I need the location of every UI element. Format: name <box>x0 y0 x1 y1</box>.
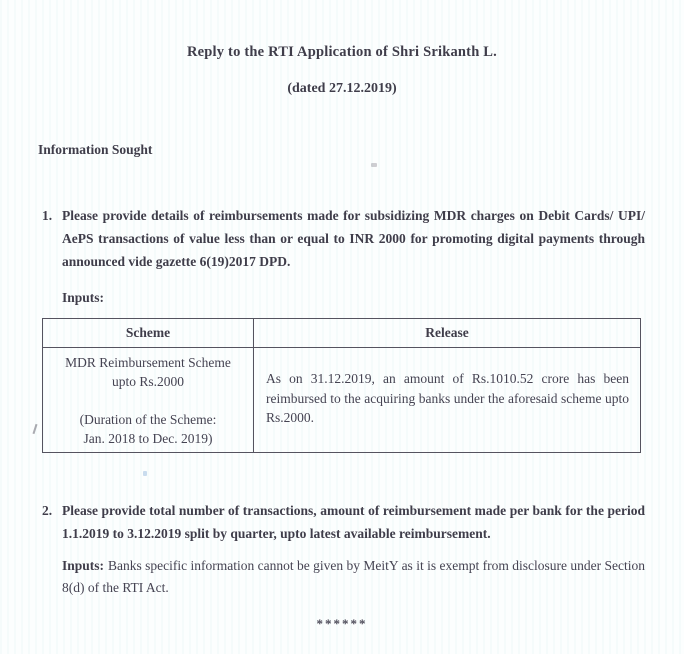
item-1-inputs-label: Inputs: <box>62 290 105 305</box>
scan-speck <box>143 471 147 476</box>
table-row <box>43 348 641 453</box>
table-header-row <box>43 319 641 348</box>
item-2-inputs-paragraph <box>62 555 645 599</box>
document-date: (dated 27.12.2019) <box>287 81 397 96</box>
item-1-text: Please provide details of reimbursements made for subsidizing MDR charges on Debit Cards/ UPI/ AePS transactions of value less than or equal to INR 2000 for promoting digital payments through announced vide gazette 6(19)2017 DPD. <box>62 208 645 269</box>
table-header-release: Release <box>254 319 641 348</box>
table-cell-scheme <box>43 348 254 453</box>
question-item-1 <box>42 204 645 273</box>
scheme-line-2: upto Rs.2000 <box>111 374 184 389</box>
item-2-inputs-text: Banks specific information cannot be given by MeitY as it is exempt from disclosure under Section 8(d) of the RTI Act. <box>62 558 645 595</box>
scan-tick-mark <box>33 424 38 434</box>
item-1-number: 1. <box>42 208 53 223</box>
question-item-2 <box>42 499 645 545</box>
scheme-line-4: Jan. 2018 to Dec. 2019) <box>83 431 213 446</box>
reimbursement-table <box>42 318 641 453</box>
footer-asterisks: ****** <box>316 616 368 631</box>
scheme-line-1: MDR Reimbursement Scheme <box>65 355 231 370</box>
table-header-scheme: Scheme <box>43 319 254 348</box>
scheme-line-3: (Duration of the Scheme: <box>79 412 217 427</box>
scheme-line-blank <box>49 391 247 410</box>
scan-speck <box>371 163 377 167</box>
section-heading-information-sought: Information Sought <box>38 142 153 157</box>
table-cell-release: As on 31.12.2019, an amount of Rs.1010.52 crore has been reimbursed to the acquiring banks under the aforesaid scheme upto Rs.2000. <box>254 348 641 453</box>
item-2-number: 2. <box>42 503 53 518</box>
item-2-inputs-label: Inputs: <box>62 558 105 573</box>
item-2-text: Please provide total number of transactions, amount of reimbursement made per bank for the period 1.1.2019 to 3.12.2019 split by quarter, upto latest available reimbursement. <box>62 503 645 541</box>
page-title: Reply to the RTI Application of Shri Srikanth L. <box>186 44 497 60</box>
